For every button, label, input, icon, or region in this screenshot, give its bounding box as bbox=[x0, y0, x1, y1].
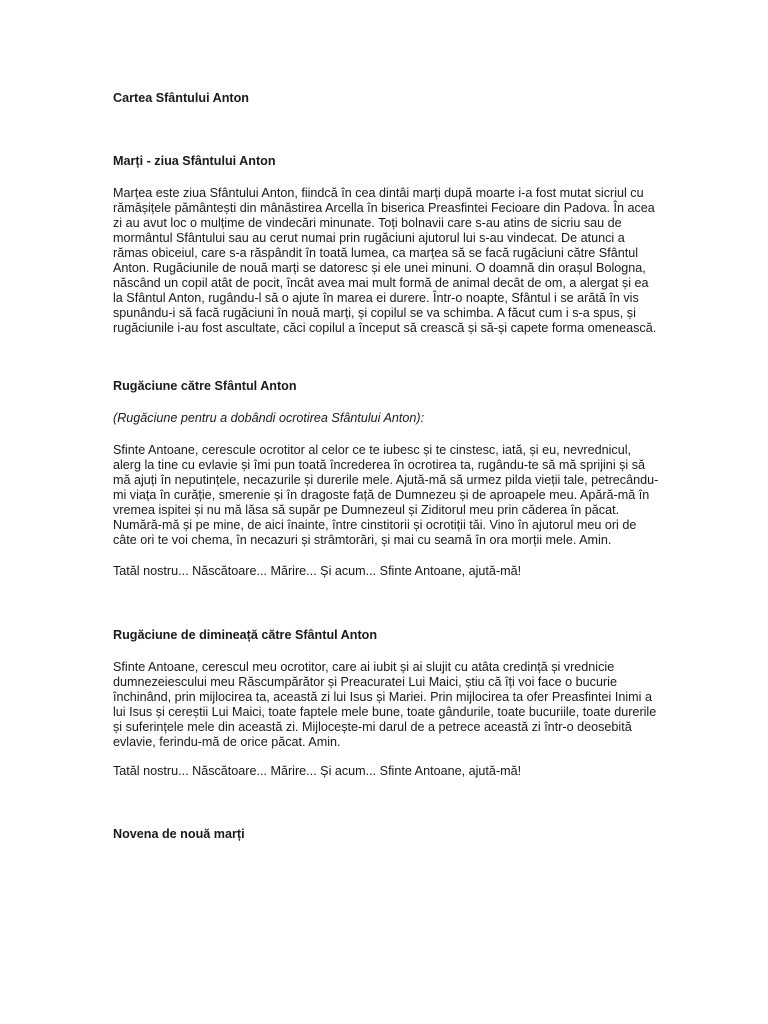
morning-prayer-body: Sfinte Antoane, cerescul meu ocrotitor, care ai iubit și ai slujit cu atâta credință și vrednicie dumnezeiescului meu Răscumpărător și Preacuratei Lui Maici, știu că îți voi face o bucurie închinând, prin mijlocirea ta, această zi lui Isus și Mariei. Prin mijlocirea ta ofer Preasfintei Inimi a lui Isus și cereștii Lui Maici, toate faptele mele bune, toate gândurile, toate bucuriile, toate durerile și suferințele mele din această zi. Mijlocește-mi darul de a petrece această zi într-o deosebită evlavie, ferindu-mă de orice păcat. Amin. bbox=[113, 660, 657, 749]
document-title: Cartea Sfântului Anton bbox=[113, 91, 249, 105]
section-heading-morning-prayer: Rugăciune de dimineață către Sfântul Anton bbox=[113, 628, 378, 642]
section-body-tuesday: Marțea este ziua Sfântului Anton, fiindcă în cea dintâi marți după moarte i-a fost mutat sicriul cu rămășițele pământești din mânăstirea Arcella în biserica Preasfintei Fecioare din Padova. În acea zi au avut loc o mulțime de vindecări minunate. Toți bolnavii care s-au atins de sicriu sau de mormântul Sfântului sau au cerut numai prin rugăciuni ajutorul lui s-au vindecat. De atunci a rămas obiceiul, care s-a răspândit în toată lumea, ca marțea să se facă rugăciuni către Sfântul Anton. Rugăciunile de nouă marți se datoresc și ele unei minuni. O doamnă din orașul Bologna, născând un copil atât de pocit, încât avea mai mult formă de animal decât de om, a alergat și ea la Sfântul Anton, rugându-l să o ajute în marea ei durere. Într-o noapte, Sfântul i se arătă în vis spunându-i să facă rugăciuni în nouă marți, și copilul se va schimba. A făcut cum i s-a spus, și rugăciunile i-au fost ascultate, căci copilul a început să crească și să-și capete forma omenească. bbox=[113, 186, 657, 335]
morning-prayer-closing: Tatăl nostru... Născătoare... Mărire... Și acum... Sfinte Antoane, ajută-mă! bbox=[113, 764, 522, 778]
section-heading-tuesday: Marți - ziua Sfântului Anton bbox=[113, 154, 276, 168]
section-heading-prayer: Rugăciune către Sfântul Anton bbox=[113, 379, 297, 393]
section-heading-novena: Novena de nouă marți bbox=[113, 827, 245, 841]
prayer-subtitle: (Rugăciune pentru a dobândi ocrotirea Sfântului Anton): bbox=[113, 411, 425, 425]
prayer-closing: Tatăl nostru... Născătoare... Mărire... Și acum... Sfinte Antoane, ajută-mă! bbox=[113, 564, 522, 578]
prayer-body: Sfinte Antoane, cerescule ocrotitor al celor ce te iubesc și te cinstesc, iată, și eu, nevrednicul, alerg la tine cu evlavie și îmi pun toată încrederea în ocrotirea ta, rugându-te să mă sprijini și să mă ajuți în neputințele, necazurile și durerile mele. Ajută-mă să urmez pilda vieții tale, petrecându-mi viața în curăție, smerenie și în dragoste față de Dumnezeu și de aproapele meu. Apără-mă în vremea ispitei și nu mă lăsa să supăr pe Dumnezeul și Ziditorul meu prin căderea în păcat. Numără-mă și pe mine, de aici înainte, între cinstitorii și ocrotiții tăi. Vino în ajutorul meu ori de câte ori te voi chema, în necazuri și strâmtorări, și mai cu seamă în ora morții mele. Amin. bbox=[113, 443, 659, 547]
